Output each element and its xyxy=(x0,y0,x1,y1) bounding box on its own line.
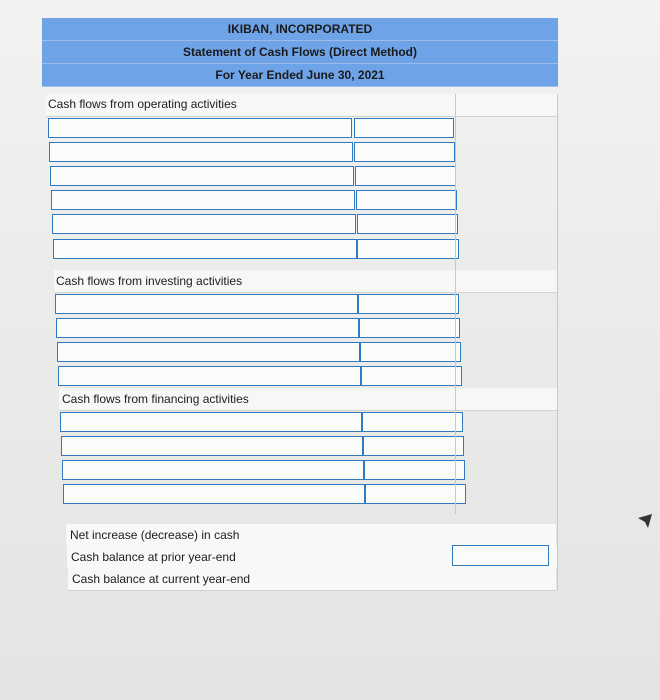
operating-line-4-amount[interactable] xyxy=(356,190,457,210)
operating-line-1-amount[interactable] xyxy=(354,118,454,138)
financing-line-3-description[interactable] xyxy=(62,460,364,480)
investing-section-label: Cash flows from investing activities xyxy=(56,274,243,288)
operating-line-4-description[interactable] xyxy=(51,190,355,210)
financing-line-4-description[interactable] xyxy=(63,484,365,504)
investing-line-3-description[interactable] xyxy=(57,342,360,362)
operating-line-2-description[interactable] xyxy=(49,142,353,162)
investing-line-1-amount[interactable] xyxy=(358,294,459,314)
investing-line-2-amount[interactable] xyxy=(359,318,460,338)
financing-section-label: Cash flows from financing activities xyxy=(62,392,249,406)
beginning-cash-label: Cash balance at prior year-end xyxy=(71,550,236,564)
operating-line-1-description[interactable] xyxy=(48,118,352,138)
investing-line-4-amount[interactable] xyxy=(361,366,462,386)
statement-period: For Year Ended June 30, 2021 xyxy=(42,64,558,87)
column-divider xyxy=(455,94,456,514)
financing-line-1-description[interactable] xyxy=(60,412,362,432)
operating-section-row xyxy=(46,94,558,117)
operating-line-5-description[interactable] xyxy=(52,214,356,234)
financing-line-1-amount[interactable] xyxy=(362,412,463,432)
net-change-label: Net increase (decrease) in cash xyxy=(70,528,240,542)
company-name: IKIBAN, INCORPORATED xyxy=(42,18,558,41)
operating-line-3-description[interactable] xyxy=(50,166,354,186)
investing-line-1-description[interactable] xyxy=(55,294,358,314)
ending-cash-row xyxy=(68,568,556,591)
investing-line-2-description[interactable] xyxy=(56,318,359,338)
table-right-border xyxy=(557,94,558,590)
investing-line-4-description[interactable] xyxy=(58,366,361,386)
financing-line-3-amount[interactable] xyxy=(364,460,465,480)
operating-section-label: Cash flows from operating activities xyxy=(48,97,237,111)
beginning-cash-amount[interactable] xyxy=(452,545,549,566)
financing-line-2-description[interactable] xyxy=(61,436,363,456)
mouse-cursor-icon xyxy=(636,512,656,532)
ending-cash-label: Cash balance at current year-end xyxy=(72,572,251,586)
investing-line-3-amount[interactable] xyxy=(360,342,461,362)
financing-section-row xyxy=(59,388,558,411)
cash-flow-statement xyxy=(42,18,558,598)
operating-line-2-amount[interactable] xyxy=(354,142,455,162)
operating-line-6-description[interactable] xyxy=(53,239,357,259)
investing-section-row xyxy=(54,270,558,293)
financing-line-4-amount[interactable] xyxy=(365,484,466,504)
net-change-row xyxy=(66,524,556,547)
operating-line-6-amount[interactable] xyxy=(357,239,459,259)
operating-line-3-amount[interactable] xyxy=(355,166,456,186)
financing-line-2-amount[interactable] xyxy=(363,436,464,456)
statement-title: Statement of Cash Flows (Direct Method) xyxy=(42,41,558,64)
operating-line-5-amount[interactable] xyxy=(357,214,458,234)
